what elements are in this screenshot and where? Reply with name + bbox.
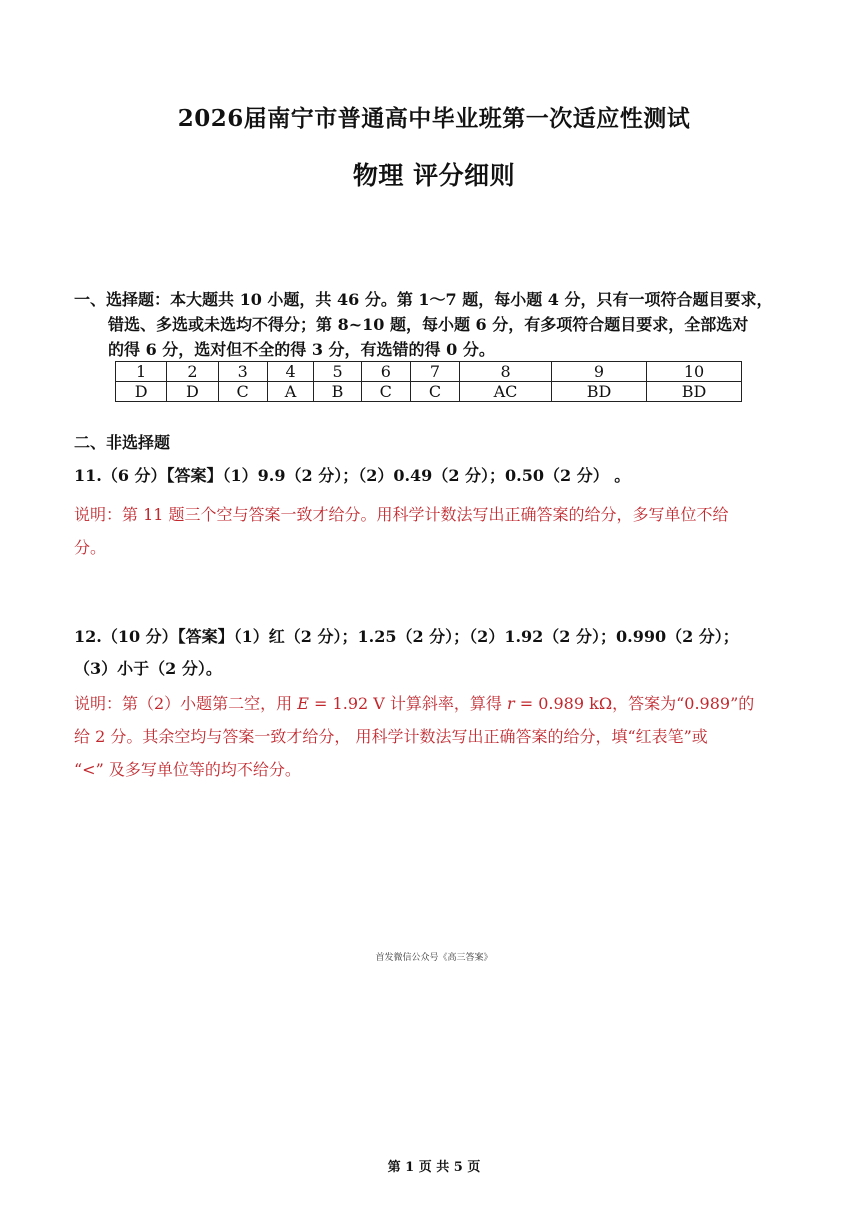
question-number-cell: 9 xyxy=(552,362,647,382)
section1-line3: 的得 6 分，选对但不全的得 3 分，有选错的得 0 分。 xyxy=(108,340,495,359)
q11-answer: 11.（6 分）【答案】（1）9.9（2 分）；（2）0.49（2 分）；0.50（2 分） 。 xyxy=(74,466,631,485)
page-number: 第 1 页 共 5 页 xyxy=(387,1160,481,1175)
q12-note xyxy=(74,687,794,786)
answer-cell: D xyxy=(116,382,167,402)
answer-cell: C xyxy=(410,382,459,402)
q11-note xyxy=(74,498,794,564)
q12-note-line3: “<” 及多写单位等的均不给分。 xyxy=(74,760,301,779)
q12-note-line1 xyxy=(74,687,794,720)
answer-cell: C xyxy=(218,382,267,402)
q12-note-line2: 给 2 分。其余空均与答案一致才给分， 用科学计数法写出正确答案的给分，填“红表笔”或 xyxy=(74,727,708,746)
answer-cell: A xyxy=(267,382,314,402)
question-number-cell: 2 xyxy=(167,362,218,382)
section1-line2: 错选、多选或未选均不得分；第 8~10 题，每小题 6 分，有多项符合题目要求，全部选对 xyxy=(108,315,749,334)
question-number-cell: 7 xyxy=(410,362,459,382)
answer-cell: B xyxy=(314,382,361,402)
question-number-cell: 3 xyxy=(218,362,267,382)
footer-source-note: 首发微信公众号《高三答案》 xyxy=(375,953,493,963)
answer-table xyxy=(115,361,742,402)
q12-answer xyxy=(74,621,794,685)
resistance-symbol: r xyxy=(507,694,515,713)
question-number-cell: 8 xyxy=(460,362,552,382)
question-number-cell: 4 xyxy=(267,362,314,382)
section2-heading: 二、非选择题 xyxy=(74,433,171,452)
q11-note-line2: 分。 xyxy=(74,538,107,557)
emf-symbol: E xyxy=(297,694,309,713)
q11-note-line1: 说明：第 11 题三个空与答案一致才给分。用科学计数法写出正确答案的给分，多写单位不给 xyxy=(74,505,729,524)
question-number-cell: 6 xyxy=(361,362,410,382)
answer-cell: BD xyxy=(552,382,647,402)
question-number-cell: 5 xyxy=(314,362,361,382)
q12-note-text: = 1.92 V 计算斜率，算得 xyxy=(308,694,507,713)
q12-note-text: = 0.989 kΩ，答案为“0.989”的 xyxy=(514,694,755,713)
section1-instructions xyxy=(74,287,794,362)
question-number-cell: 10 xyxy=(646,362,741,382)
document-subtitle: 物理 评分细则 xyxy=(352,161,516,190)
q12-note-text: 说明：第（2）小题第二空，用 xyxy=(74,694,298,713)
question-number-cell: 1 xyxy=(116,362,167,382)
q12-answer-line2: （3）小于（2 分）。 xyxy=(74,659,222,678)
answer-cell: C xyxy=(361,382,410,402)
answer-cell: BD xyxy=(646,382,741,402)
q12-answer-line1: 12.（10 分）【答案】（1）红（2 分）；1.25（2 分）；（2）1.92（2 分）；0.990（2 分）； xyxy=(74,627,739,646)
answer-table-answer-row xyxy=(116,382,742,402)
answer-cell: AC xyxy=(460,382,552,402)
answer-cell: D xyxy=(167,382,218,402)
section1-line1: 一、选择题：本大题共 10 小题，共 46 分。第 1～7 题，每小题 4 分，只有一项符合题目要求， xyxy=(74,290,773,309)
document-title: 2026届南宁市普通高中毕业班第一次适应性测试 xyxy=(177,105,691,132)
answer-table-number-row xyxy=(116,362,742,382)
